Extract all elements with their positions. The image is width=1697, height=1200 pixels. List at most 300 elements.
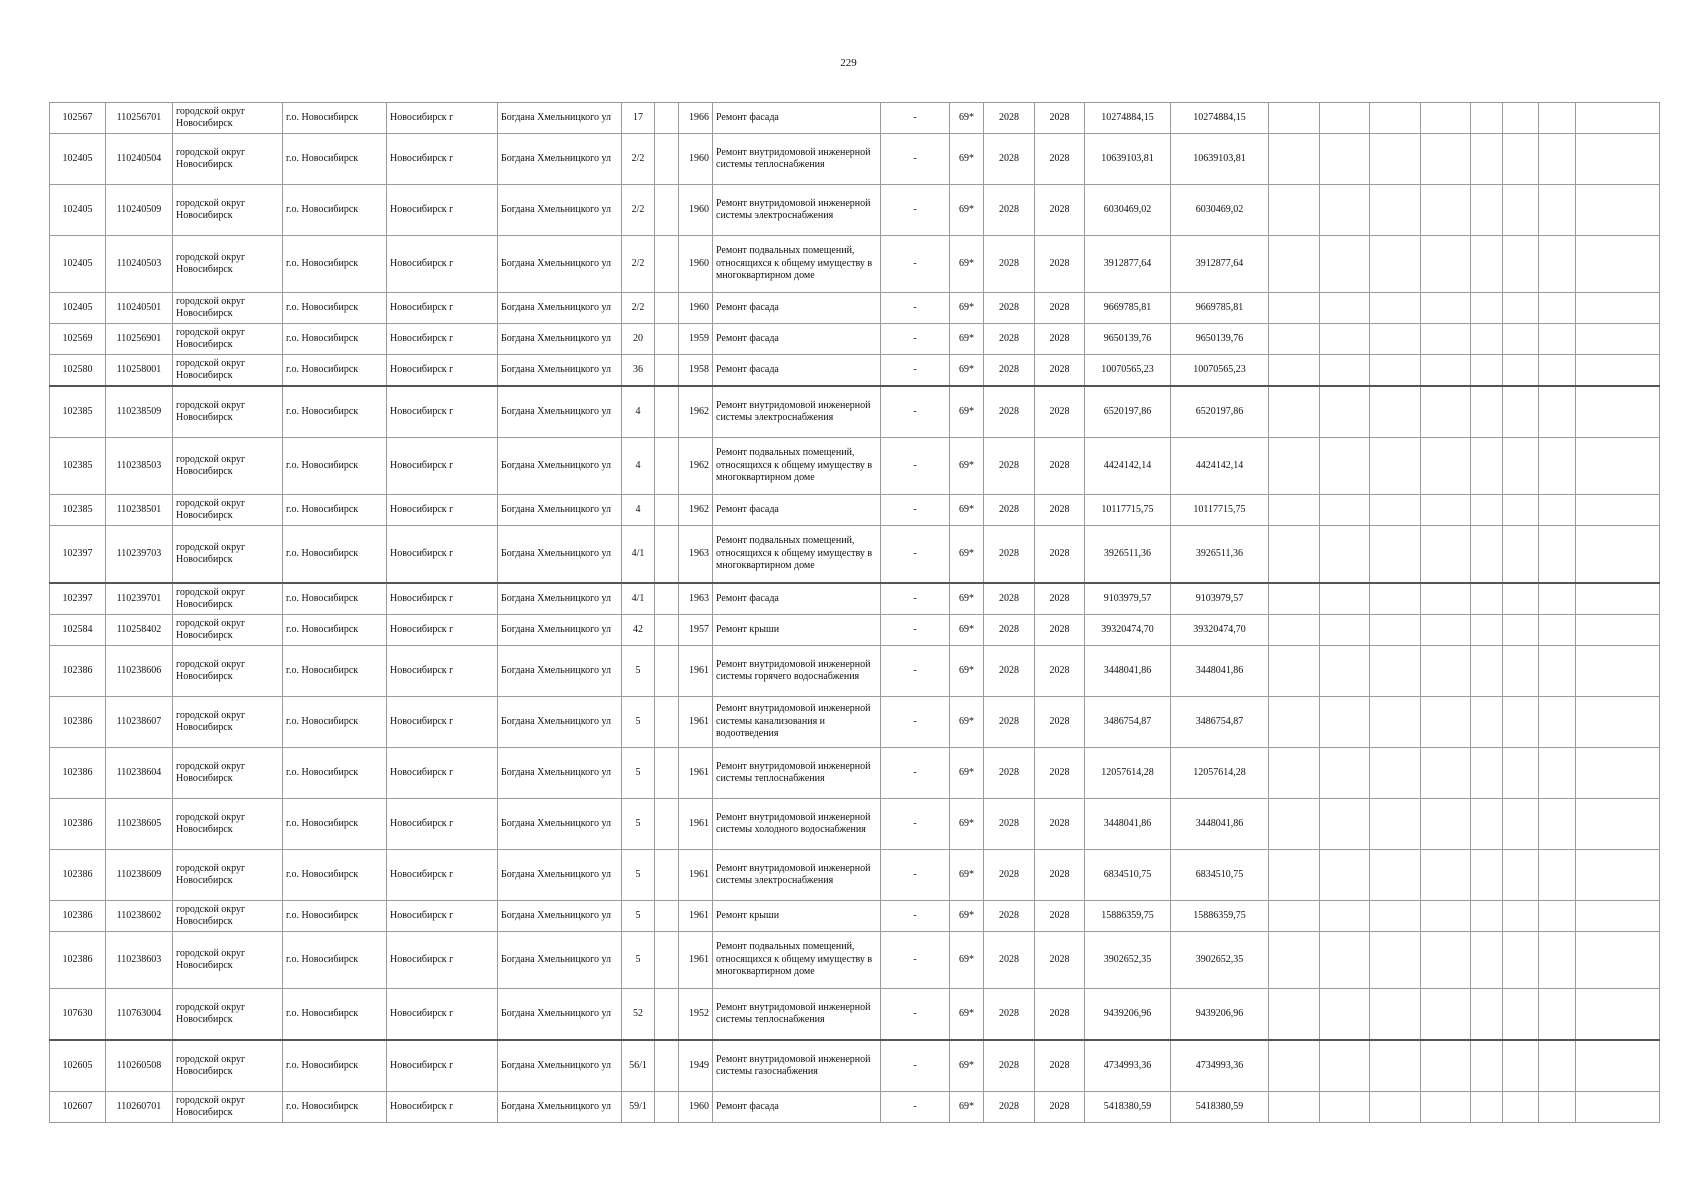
cell-city: Новосибирск г	[387, 293, 498, 324]
cell-e3	[1370, 1040, 1421, 1092]
cell-house: 42	[622, 615, 655, 646]
cell-year: 1961	[679, 901, 713, 932]
cell-e4	[1421, 495, 1471, 526]
cell-house: 36	[622, 355, 655, 387]
cell-street: Богдана Хмельницкого ул	[498, 438, 622, 495]
cell-id: 102386	[50, 748, 106, 799]
cell-building	[655, 236, 679, 293]
cell-district: г.о. Новосибирск	[283, 236, 387, 293]
cell-e3	[1370, 438, 1421, 495]
cell-e7	[1539, 748, 1576, 799]
cell-code: 110239703	[106, 526, 173, 584]
cell-house: 4	[622, 495, 655, 526]
cell-e8	[1576, 134, 1660, 185]
cell-e8	[1576, 355, 1660, 387]
cell-e7	[1539, 1040, 1576, 1092]
cell-municipality: городской округ Новосибирск	[173, 989, 283, 1041]
cell-code: 110238605	[106, 799, 173, 850]
table-row	[50, 293, 1660, 324]
cell-year: 1961	[679, 646, 713, 697]
cell-plan-year-end: 2028	[1035, 850, 1085, 901]
cell-work-type: Ремонт внутридомовой инженерной системы электроснабжения	[713, 386, 881, 438]
cell-building	[655, 134, 679, 185]
cell-e1	[1269, 615, 1320, 646]
cell-plan-year-end: 2028	[1035, 438, 1085, 495]
cell-work-type: Ремонт внутридомовой инженерной системы электроснабжения	[713, 185, 881, 236]
cell-e7	[1539, 697, 1576, 748]
cell-e8	[1576, 989, 1660, 1041]
cell-district: г.о. Новосибирск	[283, 697, 387, 748]
cell-city: Новосибирск г	[387, 134, 498, 185]
cell-e6	[1503, 526, 1539, 584]
cell-e3	[1370, 526, 1421, 584]
cell-id: 102405	[50, 236, 106, 293]
cell-year: 1960	[679, 1092, 713, 1123]
cell-year: 1966	[679, 103, 713, 134]
cell-e1	[1269, 989, 1320, 1041]
cell-id: 102584	[50, 615, 106, 646]
cell-district: г.о. Новосибирск	[283, 526, 387, 584]
cell-area: -	[881, 697, 950, 748]
table-row	[50, 850, 1660, 901]
cell-code: 110240504	[106, 134, 173, 185]
cell-city: Новосибирск г	[387, 103, 498, 134]
cell-code: 110238509	[106, 386, 173, 438]
cell-house: 4	[622, 438, 655, 495]
cell-e1	[1269, 748, 1320, 799]
cell-plan-year-start: 2028	[984, 324, 1035, 355]
cell-city: Новосибирск г	[387, 615, 498, 646]
cell-e2	[1320, 386, 1370, 438]
cell-street: Богдана Хмельницкого ул	[498, 355, 622, 387]
cell-id: 102580	[50, 355, 106, 387]
cell-cost-fund: 6520197,86	[1171, 386, 1269, 438]
cell-building	[655, 932, 679, 989]
cell-percent: 69*	[950, 850, 984, 901]
cell-city: Новосибирск г	[387, 1092, 498, 1123]
cell-building	[655, 850, 679, 901]
cell-percent: 69*	[950, 1040, 984, 1092]
cell-code: 110238503	[106, 438, 173, 495]
cell-house: 4/1	[622, 583, 655, 615]
cell-e7	[1539, 932, 1576, 989]
cell-work-type: Ремонт внутридомовой инженерной системы теплоснабжения	[713, 134, 881, 185]
cell-year: 1961	[679, 932, 713, 989]
cell-district: г.о. Новосибирск	[283, 185, 387, 236]
cell-year: 1963	[679, 526, 713, 584]
cell-e1	[1269, 850, 1320, 901]
table-row	[50, 526, 1660, 584]
cell-id: 102607	[50, 1092, 106, 1123]
cell-municipality: городской округ Новосибирск	[173, 293, 283, 324]
cell-percent: 69*	[950, 697, 984, 748]
cell-e5	[1471, 495, 1503, 526]
cell-municipality: городской округ Новосибирск	[173, 1092, 283, 1123]
cell-e7	[1539, 386, 1576, 438]
table-row	[50, 1040, 1660, 1092]
cell-e5	[1471, 901, 1503, 932]
cell-building	[655, 438, 679, 495]
cell-e8	[1576, 526, 1660, 584]
cell-year: 1958	[679, 355, 713, 387]
cell-id: 102405	[50, 185, 106, 236]
cell-plan-year-start: 2028	[984, 495, 1035, 526]
table-row	[50, 185, 1660, 236]
cell-e5	[1471, 1092, 1503, 1123]
cell-e4	[1421, 583, 1471, 615]
cell-e2	[1320, 615, 1370, 646]
cell-district: г.о. Новосибирск	[283, 438, 387, 495]
cell-street: Богдана Хмельницкого ул	[498, 850, 622, 901]
cell-e4	[1421, 236, 1471, 293]
cell-e6	[1503, 495, 1539, 526]
cell-id: 102605	[50, 1040, 106, 1092]
cell-code: 110258001	[106, 355, 173, 387]
cell-district: г.о. Новосибирск	[283, 850, 387, 901]
cell-cost-total: 9650139,76	[1085, 324, 1171, 355]
cell-e1	[1269, 103, 1320, 134]
cell-e6	[1503, 134, 1539, 185]
cell-plan-year-end: 2028	[1035, 583, 1085, 615]
cell-building	[655, 185, 679, 236]
cell-e3	[1370, 799, 1421, 850]
cell-cost-total: 3902652,35	[1085, 932, 1171, 989]
cell-e2	[1320, 748, 1370, 799]
cell-cost-fund: 3912877,64	[1171, 236, 1269, 293]
cell-percent: 69*	[950, 355, 984, 387]
cell-year: 1961	[679, 799, 713, 850]
cell-street: Богдана Хмельницкого ул	[498, 583, 622, 615]
cell-percent: 69*	[950, 526, 984, 584]
cell-e6	[1503, 989, 1539, 1041]
cell-plan-year-end: 2028	[1035, 495, 1085, 526]
cell-e4	[1421, 386, 1471, 438]
cell-e5	[1471, 185, 1503, 236]
cell-city: Новосибирск г	[387, 799, 498, 850]
cell-house: 52	[622, 989, 655, 1041]
cell-percent: 69*	[950, 748, 984, 799]
cell-e4	[1421, 901, 1471, 932]
cell-building	[655, 386, 679, 438]
cell-district: г.о. Новосибирск	[283, 134, 387, 185]
cell-id: 102405	[50, 134, 106, 185]
cell-street: Богдана Хмельницкого ул	[498, 646, 622, 697]
cell-e4	[1421, 989, 1471, 1041]
cell-code: 110240509	[106, 185, 173, 236]
cell-id: 102397	[50, 526, 106, 584]
cell-cost-total: 9439206,96	[1085, 989, 1171, 1041]
cell-e1	[1269, 646, 1320, 697]
cell-cost-fund: 10639103,81	[1171, 134, 1269, 185]
table-row	[50, 901, 1660, 932]
cell-house: 5	[622, 850, 655, 901]
cell-e3	[1370, 386, 1421, 438]
cell-plan-year-start: 2028	[984, 1092, 1035, 1123]
cell-code: 110258402	[106, 615, 173, 646]
cell-work-type: Ремонт внутридомовой инженерной системы канализования и водоотведения	[713, 697, 881, 748]
cell-district: г.о. Новосибирск	[283, 748, 387, 799]
cell-house: 2/2	[622, 293, 655, 324]
cell-municipality: городской округ Новосибирск	[173, 324, 283, 355]
cell-work-type: Ремонт внутридомовой инженерной системы горячего водоснабжения	[713, 646, 881, 697]
cell-year: 1960	[679, 185, 713, 236]
cell-e1	[1269, 495, 1320, 526]
cell-municipality: городской округ Новосибирск	[173, 583, 283, 615]
cell-cost-fund: 12057614,28	[1171, 748, 1269, 799]
page-number: 229	[840, 57, 857, 69]
cell-area: -	[881, 134, 950, 185]
cell-cost-fund: 9669785,81	[1171, 293, 1269, 324]
cell-e3	[1370, 1092, 1421, 1123]
cell-street: Богдана Хмельницкого ул	[498, 134, 622, 185]
cell-city: Новосибирск г	[387, 386, 498, 438]
table-row	[50, 324, 1660, 355]
cell-city: Новосибирск г	[387, 932, 498, 989]
cell-e8	[1576, 185, 1660, 236]
cell-cost-total: 15886359,75	[1085, 901, 1171, 932]
cell-e5	[1471, 932, 1503, 989]
cell-house: 17	[622, 103, 655, 134]
cell-e4	[1421, 748, 1471, 799]
cell-e2	[1320, 697, 1370, 748]
table-row	[50, 932, 1660, 989]
cell-e3	[1370, 185, 1421, 236]
cell-e5	[1471, 748, 1503, 799]
cell-id: 102386	[50, 850, 106, 901]
cell-plan-year-start: 2028	[984, 103, 1035, 134]
cell-cost-total: 5418380,59	[1085, 1092, 1171, 1123]
cell-e4	[1421, 799, 1471, 850]
cell-e5	[1471, 989, 1503, 1041]
cell-year: 1960	[679, 236, 713, 293]
cell-e5	[1471, 615, 1503, 646]
cell-plan-year-start: 2028	[984, 901, 1035, 932]
cell-code: 110239701	[106, 583, 173, 615]
cell-e1	[1269, 324, 1320, 355]
cell-e1	[1269, 1092, 1320, 1123]
cell-area: -	[881, 1092, 950, 1123]
table-row	[50, 438, 1660, 495]
cell-municipality: городской округ Новосибирск	[173, 103, 283, 134]
cell-e2	[1320, 134, 1370, 185]
cell-cost-total: 9103979,57	[1085, 583, 1171, 615]
cell-house: 5	[622, 932, 655, 989]
cell-building	[655, 324, 679, 355]
cell-house: 2/2	[622, 236, 655, 293]
cell-street: Богдана Хмельницкого ул	[498, 748, 622, 799]
table-row	[50, 134, 1660, 185]
cell-plan-year-end: 2028	[1035, 697, 1085, 748]
cell-e8	[1576, 646, 1660, 697]
cell-e1	[1269, 901, 1320, 932]
cell-city: Новосибирск г	[387, 324, 498, 355]
cell-year: 1961	[679, 850, 713, 901]
cell-street: Богдана Хмельницкого ул	[498, 103, 622, 134]
cell-plan-year-start: 2028	[984, 386, 1035, 438]
table-row	[50, 236, 1660, 293]
cell-id: 102569	[50, 324, 106, 355]
cell-percent: 69*	[950, 989, 984, 1041]
cell-work-type: Ремонт фасада	[713, 495, 881, 526]
cell-e4	[1421, 438, 1471, 495]
cell-e1	[1269, 583, 1320, 615]
cell-area: -	[881, 236, 950, 293]
cell-e1	[1269, 1040, 1320, 1092]
cell-e6	[1503, 901, 1539, 932]
cell-plan-year-start: 2028	[984, 989, 1035, 1041]
cell-e6	[1503, 1040, 1539, 1092]
cell-street: Богдана Хмельницкого ул	[498, 236, 622, 293]
table-row	[50, 103, 1660, 134]
cell-district: г.о. Новосибирск	[283, 901, 387, 932]
cell-municipality: городской округ Новосибирск	[173, 438, 283, 495]
cell-building	[655, 103, 679, 134]
cell-cost-total: 10639103,81	[1085, 134, 1171, 185]
cell-percent: 69*	[950, 185, 984, 236]
cell-city: Новосибирск г	[387, 1040, 498, 1092]
cell-house: 5	[622, 646, 655, 697]
cell-street: Богдана Хмельницкого ул	[498, 615, 622, 646]
cell-e3	[1370, 748, 1421, 799]
table-row	[50, 989, 1660, 1041]
cell-e6	[1503, 583, 1539, 615]
cell-building	[655, 1092, 679, 1123]
cell-area: -	[881, 989, 950, 1041]
cell-plan-year-start: 2028	[984, 1040, 1035, 1092]
cell-area: -	[881, 615, 950, 646]
cell-plan-year-end: 2028	[1035, 989, 1085, 1041]
cell-e2	[1320, 438, 1370, 495]
cell-plan-year-start: 2028	[984, 615, 1035, 646]
cell-percent: 69*	[950, 615, 984, 646]
cell-building	[655, 799, 679, 850]
cell-percent: 69*	[950, 103, 984, 134]
cell-e5	[1471, 646, 1503, 697]
cell-percent: 69*	[950, 324, 984, 355]
cell-e2	[1320, 850, 1370, 901]
cell-city: Новосибирск г	[387, 526, 498, 584]
cell-area: -	[881, 901, 950, 932]
cell-cost-fund: 4424142,14	[1171, 438, 1269, 495]
cell-district: г.о. Новосибирск	[283, 615, 387, 646]
cell-cost-total: 4734993,36	[1085, 1040, 1171, 1092]
cell-e2	[1320, 799, 1370, 850]
capital-repair-table	[49, 102, 1660, 1123]
cell-cost-total: 3912877,64	[1085, 236, 1171, 293]
cell-city: Новосибирск г	[387, 583, 498, 615]
cell-e8	[1576, 324, 1660, 355]
cell-work-type: Ремонт крыши	[713, 901, 881, 932]
cell-street: Богдана Хмельницкого ул	[498, 526, 622, 584]
cell-district: г.о. Новосибирск	[283, 1040, 387, 1092]
cell-city: Новосибирск г	[387, 850, 498, 901]
cell-area: -	[881, 293, 950, 324]
cell-cost-total: 3448041,86	[1085, 799, 1171, 850]
cell-e8	[1576, 236, 1660, 293]
cell-plan-year-end: 2028	[1035, 103, 1085, 134]
cell-plan-year-start: 2028	[984, 850, 1035, 901]
cell-e7	[1539, 134, 1576, 185]
cell-year: 1962	[679, 386, 713, 438]
cell-e4	[1421, 526, 1471, 584]
cell-e6	[1503, 293, 1539, 324]
cell-percent: 69*	[950, 134, 984, 185]
cell-percent: 69*	[950, 386, 984, 438]
cell-work-type: Ремонт фасада	[713, 355, 881, 387]
cell-house: 59/1	[622, 1092, 655, 1123]
cell-e2	[1320, 646, 1370, 697]
cell-work-type: Ремонт внутридомовой инженерной системы электроснабжения	[713, 850, 881, 901]
cell-id: 102385	[50, 495, 106, 526]
cell-e3	[1370, 697, 1421, 748]
cell-e3	[1370, 324, 1421, 355]
table-row	[50, 646, 1660, 697]
cell-district: г.о. Новосибирск	[283, 355, 387, 387]
cell-e7	[1539, 989, 1576, 1041]
cell-area: -	[881, 932, 950, 989]
cell-e6	[1503, 1092, 1539, 1123]
cell-municipality: городской округ Новосибирск	[173, 615, 283, 646]
cell-e5	[1471, 526, 1503, 584]
cell-percent: 69*	[950, 932, 984, 989]
cell-city: Новосибирск г	[387, 438, 498, 495]
cell-plan-year-start: 2028	[984, 697, 1035, 748]
cell-area: -	[881, 438, 950, 495]
cell-e7	[1539, 438, 1576, 495]
table-row	[50, 583, 1660, 615]
cell-percent: 69*	[950, 646, 984, 697]
cell-e3	[1370, 103, 1421, 134]
table-row	[50, 799, 1660, 850]
cell-cost-fund: 3448041,86	[1171, 646, 1269, 697]
cell-building	[655, 989, 679, 1041]
cell-cost-total: 3926511,36	[1085, 526, 1171, 584]
cell-e8	[1576, 615, 1660, 646]
cell-year: 1949	[679, 1040, 713, 1092]
cell-e3	[1370, 355, 1421, 387]
cell-code: 110238501	[106, 495, 173, 526]
cell-house: 2/2	[622, 185, 655, 236]
cell-e6	[1503, 103, 1539, 134]
cell-city: Новосибирск г	[387, 495, 498, 526]
cell-city: Новосибирск г	[387, 989, 498, 1041]
cell-percent: 69*	[950, 495, 984, 526]
cell-e4	[1421, 293, 1471, 324]
table-row	[50, 615, 1660, 646]
cell-e4	[1421, 103, 1471, 134]
cell-e8	[1576, 495, 1660, 526]
cell-cost-fund: 4734993,36	[1171, 1040, 1269, 1092]
cell-building	[655, 355, 679, 387]
cell-plan-year-start: 2028	[984, 646, 1035, 697]
cell-e8	[1576, 748, 1660, 799]
cell-e4	[1421, 134, 1471, 185]
cell-e7	[1539, 583, 1576, 615]
cell-cost-fund: 10070565,23	[1171, 355, 1269, 387]
cell-e7	[1539, 615, 1576, 646]
cell-plan-year-start: 2028	[984, 134, 1035, 185]
cell-cost-total: 10117715,75	[1085, 495, 1171, 526]
cell-cost-fund: 3902652,35	[1171, 932, 1269, 989]
table-row	[50, 1092, 1660, 1123]
cell-e1	[1269, 293, 1320, 324]
cell-id: 102386	[50, 799, 106, 850]
cell-work-type: Ремонт крыши	[713, 615, 881, 646]
cell-e1	[1269, 799, 1320, 850]
cell-plan-year-end: 2028	[1035, 355, 1085, 387]
cell-street: Богдана Хмельницкого ул	[498, 901, 622, 932]
cell-street: Богдана Хмельницкого ул	[498, 932, 622, 989]
